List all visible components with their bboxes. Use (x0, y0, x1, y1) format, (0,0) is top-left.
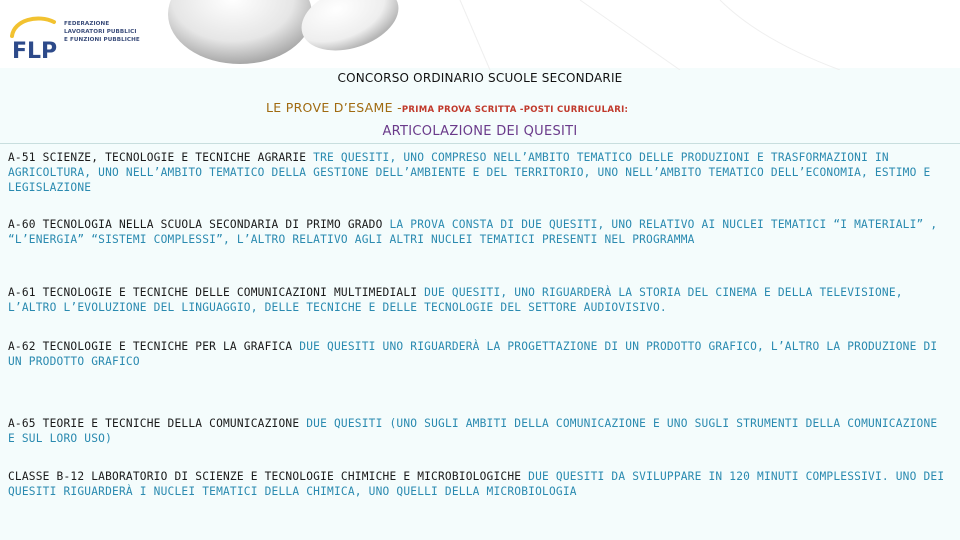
logo-line-1: FEDERAZIONE (64, 21, 110, 27)
class-heading: A-60 TECNOLOGIA NELLA SCUOLA SECONDARIA DI PRIMO GRADO (8, 218, 383, 231)
flp-logo (8, 14, 140, 64)
slide-title: CONCORSO ORDINARIO SCUOLE SECONDARIE (337, 71, 623, 85)
class-description: DUE QUESITI DA SVILUPPARE IN 120 MINUTI COMPLESSIVI. UNO DEI QUESITI RIGUARDERÀ I NUCLEI TEMATICI DELLA CHIMICA, UNO QUELLI DELLA MICROBIOLOGIA (8, 470, 945, 498)
subtitle-main: LE PROVE D’ESAME - (266, 100, 402, 115)
quesito-paragraph (8, 150, 948, 195)
class-heading: CLASSE B-12 LABORATORIO DI SCIENZE E TECNOLOGIE CHIMICHE E MICROBIOLOGICHE (8, 470, 522, 483)
class-description: DUE QUESITI (UNO SUGLI AMBITI DELLA COMUNICAZIONE E UNO SUGLI STRUMENTI DELLA COMUNICAZIONE E SUL LORO USO) (8, 417, 938, 445)
quesito-paragraph (8, 285, 948, 315)
logo-line-2: LAVORATORI PUBBLICI (64, 29, 137, 35)
decorative-header-graphic (160, 0, 960, 70)
class-heading: A-51 SCIENZE, TECNOLOGIE E TECNICHE AGRARIE (8, 151, 307, 164)
class-heading: A-61 TECNOLOGIE E TECNICHE DELLE COMUNICAZIONI MULTIMEDIALI (8, 286, 418, 299)
quesito-paragraph (8, 469, 948, 499)
divider (0, 143, 960, 144)
class-heading: A-62 TECNOLOGIE E TECNICHE PER LA GRAFICA (8, 340, 293, 353)
class-description: TRE QUESITI, UNO COMPRESO NELL’AMBITO TEMATICO DELLE PRODUZIONI E TRASFORMAZIONI IN AGRICOLTURA, UNO NELL’AMBITO TEMATICO DELLA GESTIONE DELL’AMBIENTE E DEL TERRITORIO, UNO NELL’AMBITO TEMATICO DELL’ECONOMIA, ESTIMO E LEGISLAZIONE (8, 151, 931, 194)
class-description: DUE QUESITI, UNO RIGUARDERÀ LA STORIA DEL CINEMA E DELLA TELEVISIONE, L’ALTRO L’EVOLUZIONE DEL LINGUAGGIO, DELLE TECNICHE E DELLE TECNOLOGIE DEL SETTORE AUDIOVISIVO. (8, 286, 903, 314)
class-description: DUE QUESITI UNO RIGUARDERÀ LA PROGETTAZIONE DI UN PRODOTTO GRAFICO, L’ALTRO LA PRODUZIONE DI UN PRODOTTO GRAFICO (8, 340, 938, 368)
class-description: LA PROVA CONSTA DI DUE QUESITI, UNO RELATIVO AI NUCLEI TEMATICI “I MATERIALI” , “L’ENERGIA” “SISTEMI COMPLESSI”, L’ALTRO RELATIVO AGLI ALTRI NUCLEI TEMATICI PRESENTI NEL PROGRAMMA (8, 218, 938, 246)
section-title: ARTICOLAZIONE DEI QUESITI (382, 124, 578, 139)
quesito-paragraph (8, 416, 948, 446)
quesito-paragraph (8, 217, 948, 247)
quesito-paragraph (8, 339, 948, 369)
logo-acronym: FLP (12, 39, 58, 64)
logo-line-3: E FUNZIONI PUBBLICHE (64, 37, 140, 43)
subtitle-detail: PRIMA PROVA SCRITTA -POSTI CURRICULARI: (401, 105, 629, 115)
slide-header (0, 0, 960, 68)
slide-subtitle (266, 97, 628, 116)
logo-caption (64, 20, 140, 44)
class-heading: A-65 TEORIE E TECNICHE DELLA COMUNICAZIONE (8, 417, 300, 430)
flp-logo-icon (8, 14, 62, 64)
